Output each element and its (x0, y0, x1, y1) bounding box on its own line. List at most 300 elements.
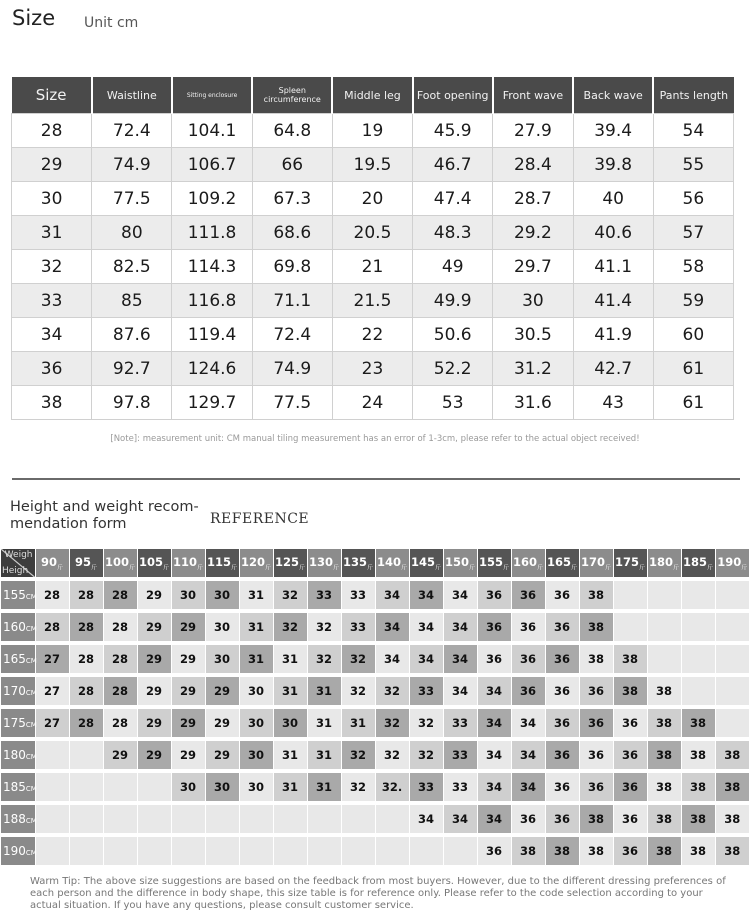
size-cell: 38 (579, 579, 613, 611)
reference-label: REFERENCE (210, 511, 310, 527)
height-cell (1, 675, 35, 707)
size-cell: 38 (647, 771, 681, 803)
weight-unit: 斤 (231, 564, 238, 572)
table-cell: 57 (653, 216, 733, 250)
weight-header (511, 549, 545, 579)
height-value: 188 (3, 812, 26, 826)
size-cell: 36 (613, 835, 647, 865)
size-cell: 38 (613, 675, 647, 707)
table-cell: 20 (332, 182, 412, 216)
size-cell: 38 (647, 835, 681, 865)
size-cell (273, 803, 307, 835)
corner-weight-label: Weigh (4, 550, 33, 560)
size-cell: 28 (35, 611, 69, 643)
size-cell: 36 (613, 803, 647, 835)
weight-header (443, 549, 477, 579)
size-cell: 38 (647, 675, 681, 707)
size-cell: 30 (171, 771, 205, 803)
size-cell: 29 (137, 739, 171, 771)
size-cell: 34 (375, 579, 409, 611)
size-cell: 29 (171, 611, 205, 643)
table-cell: 40.6 (573, 216, 653, 250)
weight-header (477, 549, 511, 579)
size-cell: 38 (647, 739, 681, 771)
size-cell (715, 707, 749, 739)
table-cell: 60 (653, 318, 733, 352)
size-cell (273, 835, 307, 865)
size-cell: 36 (477, 643, 511, 675)
height-value: 155 (3, 588, 26, 602)
weight-header (647, 549, 681, 579)
size-cell (715, 611, 749, 643)
size-cell: 29 (205, 739, 239, 771)
weight-value: 155 (478, 554, 503, 569)
size-cell: 29 (205, 707, 239, 739)
size-cell (205, 803, 239, 835)
warm-tip: Warm Tip: The above size suggestions are based on the feedback from most buyers. However, due to the different dressing preferences of each person and the difference in body shape, this size table is for reference only. Please refer to the code selection according to your actual situation. If you have any questions, please consult customer service. (30, 876, 726, 911)
size-cell: 32 (375, 707, 409, 739)
table-row (12, 284, 734, 318)
weight-value: 125 (274, 554, 299, 569)
size-cell (647, 643, 681, 675)
size-cell: 36 (545, 579, 579, 611)
size-cell: 30 (205, 771, 239, 803)
corner-height-label: Heigh (2, 566, 29, 576)
size-cell: 30 (239, 707, 273, 739)
size-cell: 28 (69, 611, 103, 643)
table-cell: 77.5 (252, 386, 332, 420)
size-cell: 27 (35, 675, 69, 707)
size-cell (35, 803, 69, 835)
size-cell: 36 (613, 771, 647, 803)
size-cell: 29 (171, 739, 205, 771)
table-cell: 41.9 (573, 318, 653, 352)
table-row (1, 611, 749, 643)
size-cell: 28 (103, 579, 137, 611)
size-cell (443, 835, 477, 865)
weight-value: 180 (648, 554, 673, 569)
size-cell: 29 (137, 611, 171, 643)
size-cell: 27 (35, 707, 69, 739)
table-cell: 87.6 (92, 318, 172, 352)
table-cell: 61 (653, 352, 733, 386)
size-cell: 32 (273, 611, 307, 643)
table-cell: 22 (332, 318, 412, 352)
weight-header (307, 549, 341, 579)
size-cell: 31 (307, 707, 341, 739)
table-row (12, 318, 734, 352)
table-cell: 31 (12, 216, 92, 250)
size-col-header: Front wave (493, 77, 573, 114)
size-cell (137, 771, 171, 803)
size-cell: 36 (511, 611, 545, 643)
size-cell: 34 (409, 579, 443, 611)
size-col-header: Sitting enclosure (172, 77, 252, 114)
height-cell (1, 643, 35, 675)
weight-header (239, 549, 273, 579)
table-cell: 124.6 (172, 352, 252, 386)
size-cell: 30 (273, 707, 307, 739)
size-cell: 36 (511, 579, 545, 611)
height-cell (1, 835, 35, 865)
size-cell: 34 (409, 643, 443, 675)
size-cell: 34 (477, 707, 511, 739)
table-cell: 69.8 (252, 250, 332, 284)
size-col-header: Back wave (573, 77, 653, 114)
table-cell: 74.9 (252, 352, 332, 386)
table-cell: 106.7 (172, 148, 252, 182)
size-cell: 31 (239, 579, 273, 611)
table-cell: 36 (12, 352, 92, 386)
size-table-header (12, 77, 734, 114)
weight-value: 185 (682, 554, 707, 569)
table-cell: 61 (653, 386, 733, 420)
height-unit: CM (25, 785, 37, 793)
size-cell: 34 (443, 803, 477, 835)
size-cell: 34 (511, 707, 545, 739)
height-cell (1, 739, 35, 771)
table-cell: 77.5 (92, 182, 172, 216)
size-cell: 36 (579, 771, 613, 803)
table-cell: 32 (12, 250, 92, 284)
table-cell: 23 (332, 352, 412, 386)
table-cell: 74.9 (92, 148, 172, 182)
weight-header (69, 549, 103, 579)
size-cell (171, 803, 205, 835)
size-cell (239, 803, 273, 835)
weight-unit: 斤 (571, 564, 578, 572)
size-cell: 31 (307, 771, 341, 803)
weight-value: 165 (546, 554, 571, 569)
size-cell: 30 (171, 579, 205, 611)
size-cell: 33 (443, 771, 477, 803)
weight-unit: 斤 (197, 564, 204, 572)
measurement-note: [Note]: measurement unit: CM manual tiling measurement has an error of 1-3cm, please refer to the actual object received! (110, 434, 640, 444)
table-cell: 39.8 (573, 148, 653, 182)
size-cell: 32. (375, 771, 409, 803)
divider (12, 478, 740, 480)
size-cell: 38 (613, 643, 647, 675)
table-cell: 48.3 (413, 216, 493, 250)
table-cell: 30 (493, 284, 573, 318)
height-unit: CM (25, 657, 37, 665)
size-cell: 29 (171, 643, 205, 675)
weight-value: 100 (104, 554, 129, 569)
height-unit: CM (25, 689, 37, 697)
height-unit: CM (25, 721, 37, 729)
size-cell (103, 803, 137, 835)
weight-unit: 斤 (469, 564, 476, 572)
table-cell: 59 (653, 284, 733, 318)
size-cell (35, 739, 69, 771)
weight-header (35, 549, 69, 579)
weight-value: 110 (172, 554, 197, 569)
table-cell: 80 (92, 216, 172, 250)
size-cell: 32 (341, 643, 375, 675)
size-cell (341, 803, 375, 835)
size-cell: 31 (341, 707, 375, 739)
weight-value: 150 (444, 554, 469, 569)
table-row (1, 835, 749, 865)
size-cell (715, 579, 749, 611)
height-unit: CM (25, 817, 37, 825)
size-cell: 34 (409, 803, 443, 835)
size-cell: 38 (545, 835, 579, 865)
recommendation-table (1, 549, 749, 865)
size-col-header: Size (12, 77, 92, 114)
size-cell: 29 (103, 739, 137, 771)
size-col-header: Spleen circumference (252, 77, 332, 114)
size-cell: 38 (681, 835, 715, 865)
height-cell (1, 771, 35, 803)
table-cell: 66 (252, 148, 332, 182)
size-cell: 29 (137, 707, 171, 739)
size-cell: 38 (715, 835, 749, 865)
size-cell (69, 803, 103, 835)
size-cell: 32 (273, 579, 307, 611)
size-cell: 34 (477, 771, 511, 803)
size-col-header: Foot opening (413, 77, 493, 114)
table-row (12, 386, 734, 420)
table-cell: 85 (92, 284, 172, 318)
size-cell: 38 (647, 707, 681, 739)
table-cell: 34 (12, 318, 92, 352)
table-cell: 92.7 (92, 352, 172, 386)
size-cell: 38 (715, 803, 749, 835)
size-cell (171, 835, 205, 865)
weight-value: 105 (138, 554, 163, 569)
table-row (12, 182, 734, 216)
height-unit: CM (25, 753, 37, 761)
size-cell: 33 (409, 675, 443, 707)
table-cell: 27.9 (493, 114, 573, 148)
table-cell: 67.3 (252, 182, 332, 216)
table-row (1, 803, 749, 835)
size-col-header: Pants length (653, 77, 733, 114)
weight-unit: 斤 (57, 564, 64, 572)
page-title: Size (12, 6, 56, 30)
size-cell: 34 (477, 675, 511, 707)
size-cell: 36 (613, 739, 647, 771)
size-cell: 28 (103, 675, 137, 707)
size-cell (715, 643, 749, 675)
size-cell: 36 (511, 643, 545, 675)
table-cell: 64.8 (252, 114, 332, 148)
weight-value: 140 (376, 554, 401, 569)
table-cell: 31.2 (493, 352, 573, 386)
table-cell: 28 (12, 114, 92, 148)
table-row (12, 216, 734, 250)
table-row (12, 352, 734, 386)
size-cell: 38 (681, 771, 715, 803)
weight-header (137, 549, 171, 579)
size-cell: 30 (205, 611, 239, 643)
size-cell: 28 (69, 675, 103, 707)
size-cell: 33 (443, 707, 477, 739)
table-cell: 119.4 (172, 318, 252, 352)
size-cell: 29 (171, 675, 205, 707)
size-cell: 32 (341, 771, 375, 803)
size-cell: 34 (477, 803, 511, 835)
height-unit: CM (25, 625, 37, 633)
size-cell: 32 (341, 675, 375, 707)
table-cell: 19.5 (332, 148, 412, 182)
weight-header (545, 549, 579, 579)
weight-header (171, 549, 205, 579)
weight-header (341, 549, 375, 579)
size-cell: 34 (375, 611, 409, 643)
weight-header (375, 549, 409, 579)
size-cell (681, 579, 715, 611)
size-cell (35, 771, 69, 803)
size-cell: 34 (477, 739, 511, 771)
table-cell: 49.9 (413, 284, 493, 318)
size-cell: 36 (545, 771, 579, 803)
size-cell: 30 (205, 643, 239, 675)
size-cell: 28 (69, 707, 103, 739)
table-cell: 31.6 (493, 386, 573, 420)
size-cell: 36 (477, 579, 511, 611)
height-cell (1, 803, 35, 835)
size-cell: 34 (375, 643, 409, 675)
size-col-header: Waistline (92, 77, 172, 114)
size-cell (205, 835, 239, 865)
table-cell: 39.4 (573, 114, 653, 148)
size-cell (69, 771, 103, 803)
height-value: 165 (3, 652, 26, 666)
size-cell: 38 (715, 771, 749, 803)
table-cell: 29 (12, 148, 92, 182)
weight-unit: 斤 (401, 564, 408, 572)
weight-unit: 斤 (129, 564, 136, 572)
weight-value: 135 (342, 554, 367, 569)
table-cell: 43 (573, 386, 653, 420)
table-cell: 104.1 (172, 114, 252, 148)
size-cell: 38 (681, 739, 715, 771)
size-cell: 28 (103, 643, 137, 675)
size-cell (681, 675, 715, 707)
weight-unit: 斤 (299, 564, 306, 572)
weight-header (409, 549, 443, 579)
weight-header (103, 549, 137, 579)
size-cell: 36 (545, 739, 579, 771)
height-cell (1, 579, 35, 611)
size-table (11, 77, 734, 420)
height-cell (1, 611, 35, 643)
size-cell: 36 (545, 643, 579, 675)
weight-unit: 斤 (537, 564, 544, 572)
size-cell: 36 (579, 675, 613, 707)
height-cell (1, 707, 35, 739)
table-cell: 114.3 (172, 250, 252, 284)
size-cell: 30 (239, 739, 273, 771)
height-unit: CM (25, 593, 37, 601)
size-cell: 38 (579, 611, 613, 643)
size-col-header: Middle leg (332, 77, 412, 114)
weight-value: 160 (512, 554, 537, 569)
size-cell: 31 (273, 771, 307, 803)
size-cell (375, 803, 409, 835)
weight-unit: 斤 (435, 564, 442, 572)
size-cell: 28 (35, 579, 69, 611)
size-cell: 28 (103, 707, 137, 739)
weight-unit: 斤 (605, 564, 612, 572)
size-cell: 29 (137, 579, 171, 611)
size-cell (35, 835, 69, 865)
unit-label: Unit cm (84, 15, 139, 31)
weight-value: 95 (74, 554, 91, 569)
size-cell: 32 (375, 675, 409, 707)
table-cell: 41.1 (573, 250, 653, 284)
size-cell: 29 (137, 643, 171, 675)
weight-unit: 斤 (367, 564, 374, 572)
size-cell (375, 835, 409, 865)
size-cell: 34 (443, 675, 477, 707)
size-cell (681, 643, 715, 675)
height-value: 190 (3, 844, 26, 858)
table-cell: 116.8 (172, 284, 252, 318)
size-cell: 38 (647, 803, 681, 835)
size-cell: 36 (511, 675, 545, 707)
table-cell: 40 (573, 182, 653, 216)
table-cell: 42.7 (573, 352, 653, 386)
weight-header (205, 549, 239, 579)
table-cell: 24 (332, 386, 412, 420)
size-cell: 33 (443, 739, 477, 771)
size-cell: 31 (307, 739, 341, 771)
size-cell: 36 (613, 707, 647, 739)
table-cell: 28.7 (493, 182, 573, 216)
corner-cell (1, 549, 35, 579)
size-cell: 36 (477, 835, 511, 865)
table-cell: 53 (413, 386, 493, 420)
size-cell: 32 (307, 643, 341, 675)
size-cell: 30 (205, 579, 239, 611)
size-cell (409, 835, 443, 865)
size-cell: 34 (443, 579, 477, 611)
weight-value: 130 (308, 554, 333, 569)
size-cell (715, 675, 749, 707)
size-cell: 36 (545, 675, 579, 707)
size-cell: 38 (681, 707, 715, 739)
table-cell: 72.4 (252, 318, 332, 352)
size-cell: 32 (375, 739, 409, 771)
size-cell (103, 771, 137, 803)
height-value: 160 (3, 620, 26, 634)
size-cell: 28 (69, 643, 103, 675)
table-cell: 33 (12, 284, 92, 318)
table-cell: 56 (653, 182, 733, 216)
weight-unit: 斤 (707, 564, 714, 572)
size-cell: 30 (239, 675, 273, 707)
table-cell: 30 (12, 182, 92, 216)
table-cell: 49 (413, 250, 493, 284)
size-cell (307, 803, 341, 835)
size-cell: 32 (409, 739, 443, 771)
table-row (12, 250, 734, 284)
weight-header (715, 549, 749, 579)
table-cell: 21.5 (332, 284, 412, 318)
size-cell (613, 579, 647, 611)
size-cell: 31 (239, 611, 273, 643)
table-row (1, 675, 749, 707)
size-cell: 30 (239, 771, 273, 803)
table-row (1, 579, 749, 611)
weight-unit: 斤 (91, 564, 98, 572)
table-row (1, 707, 749, 739)
size-cell (69, 835, 103, 865)
table-cell: 52.2 (413, 352, 493, 386)
